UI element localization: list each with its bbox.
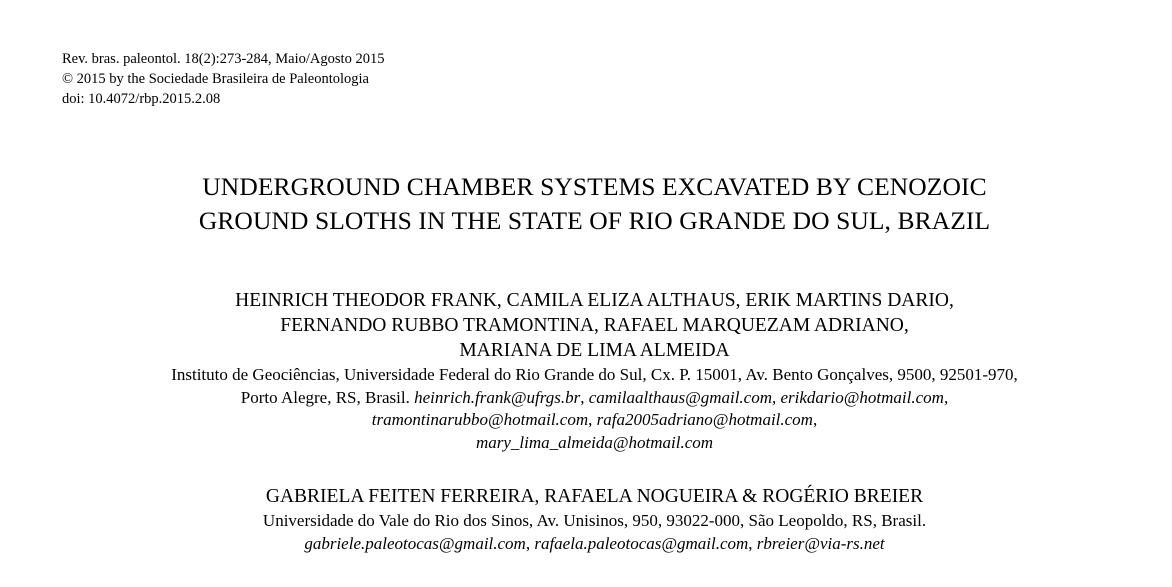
affiliation-1 (0, 364, 1172, 454)
affiliation-1-line-4 (0, 432, 1172, 455)
affiliation-1-line-3: tramontinarubbo@hotmail.com, rafa2005adriano@hotmail.com, (371, 410, 818, 429)
email-link[interactable]: heinrich.frank@ufrgs.br (414, 387, 581, 407)
title-line-1: UNDERGROUND CHAMBER SYSTEMS EXCAVATED BY CENOZOIC (202, 172, 987, 201)
title-line-2: GROUND SLOTHS IN THE STATE OF RIO GRANDE DO SUL, BRAZIL (198, 206, 991, 235)
author-list-2 (0, 484, 1172, 509)
author-line-1: HEINRICH THEODOR FRANK, CAMILA ELIZA ALTHAUS, ERIK MARTINS DARIO, (235, 290, 954, 311)
email-link[interactable]: camilaalthaus@gmail.com (588, 387, 772, 407)
email-link[interactable]: tramontinarubbo@hotmail.com (371, 410, 589, 429)
affiliation-1-city: Porto Alegre, RS, Brasil. (240, 387, 415, 407)
author-line-3: MARIANA DE LIMA ALMEIDA (459, 340, 730, 361)
author-list-1 (0, 288, 1172, 363)
copyright-line: © 2015 by the Sociedade Brasileira de Paleontologia (62, 71, 369, 87)
author-line-4: GABRIELA FEITEN FERREIRA, RAFAELA NOGUEIRA & ROGÉRIO BREIER (265, 486, 924, 507)
affiliation-2 (0, 510, 1172, 555)
author-line-2: FERNANDO RUBBO TRAMONTINA, RAFAEL MARQUEZAM ADRIANO, (280, 315, 909, 336)
email-link[interactable]: rbreier@via-rs.net (756, 533, 885, 553)
email-link[interactable]: erikdario@hotmail.com (780, 387, 944, 407)
email-link[interactable]: mary_lima_almeida@hotmail.com (475, 432, 714, 452)
paper-title (0, 170, 1172, 238)
email-link[interactable]: gabriele.paleotocas@gmail.com (304, 533, 526, 553)
affiliation-1-line-1: Instituto de Geociências, Universidade Federal do Rio Grande do Sul, Cx. P. 15001, Av. Bento Gonçalves, 9500, 92501-970, (171, 365, 1018, 384)
journal-citation: Rev. bras. paleontol. 18(2):273-284, Maio/Agosto 2015 (62, 51, 385, 67)
affiliation-2-line-1: Universidade do Vale do Rio dos Sinos, Av. Unisinos, 950, 93022-000, São Leopoldo, RS, Brasil. (262, 511, 927, 530)
email-link[interactable]: rafaela.paleotocas@gmail.com (534, 533, 749, 553)
affiliation-1-line-2: Porto Alegre, RS, Brasil. heinrich.frank@ufrgs.br, camilaalthaus@gmail.com, erikdario@hotmail.com, (240, 387, 949, 407)
doi-line: doi: 10.4072/rbp.2015.2.08 (62, 91, 221, 107)
email-link[interactable]: rafa2005adriano@hotmail.com (596, 410, 813, 429)
journal-header (62, 49, 384, 109)
affiliation-2-line-2: gabriele.paleotocas@gmail.com, rafaela.paleotocas@gmail.com, rbreier@via-rs.net (304, 533, 885, 553)
